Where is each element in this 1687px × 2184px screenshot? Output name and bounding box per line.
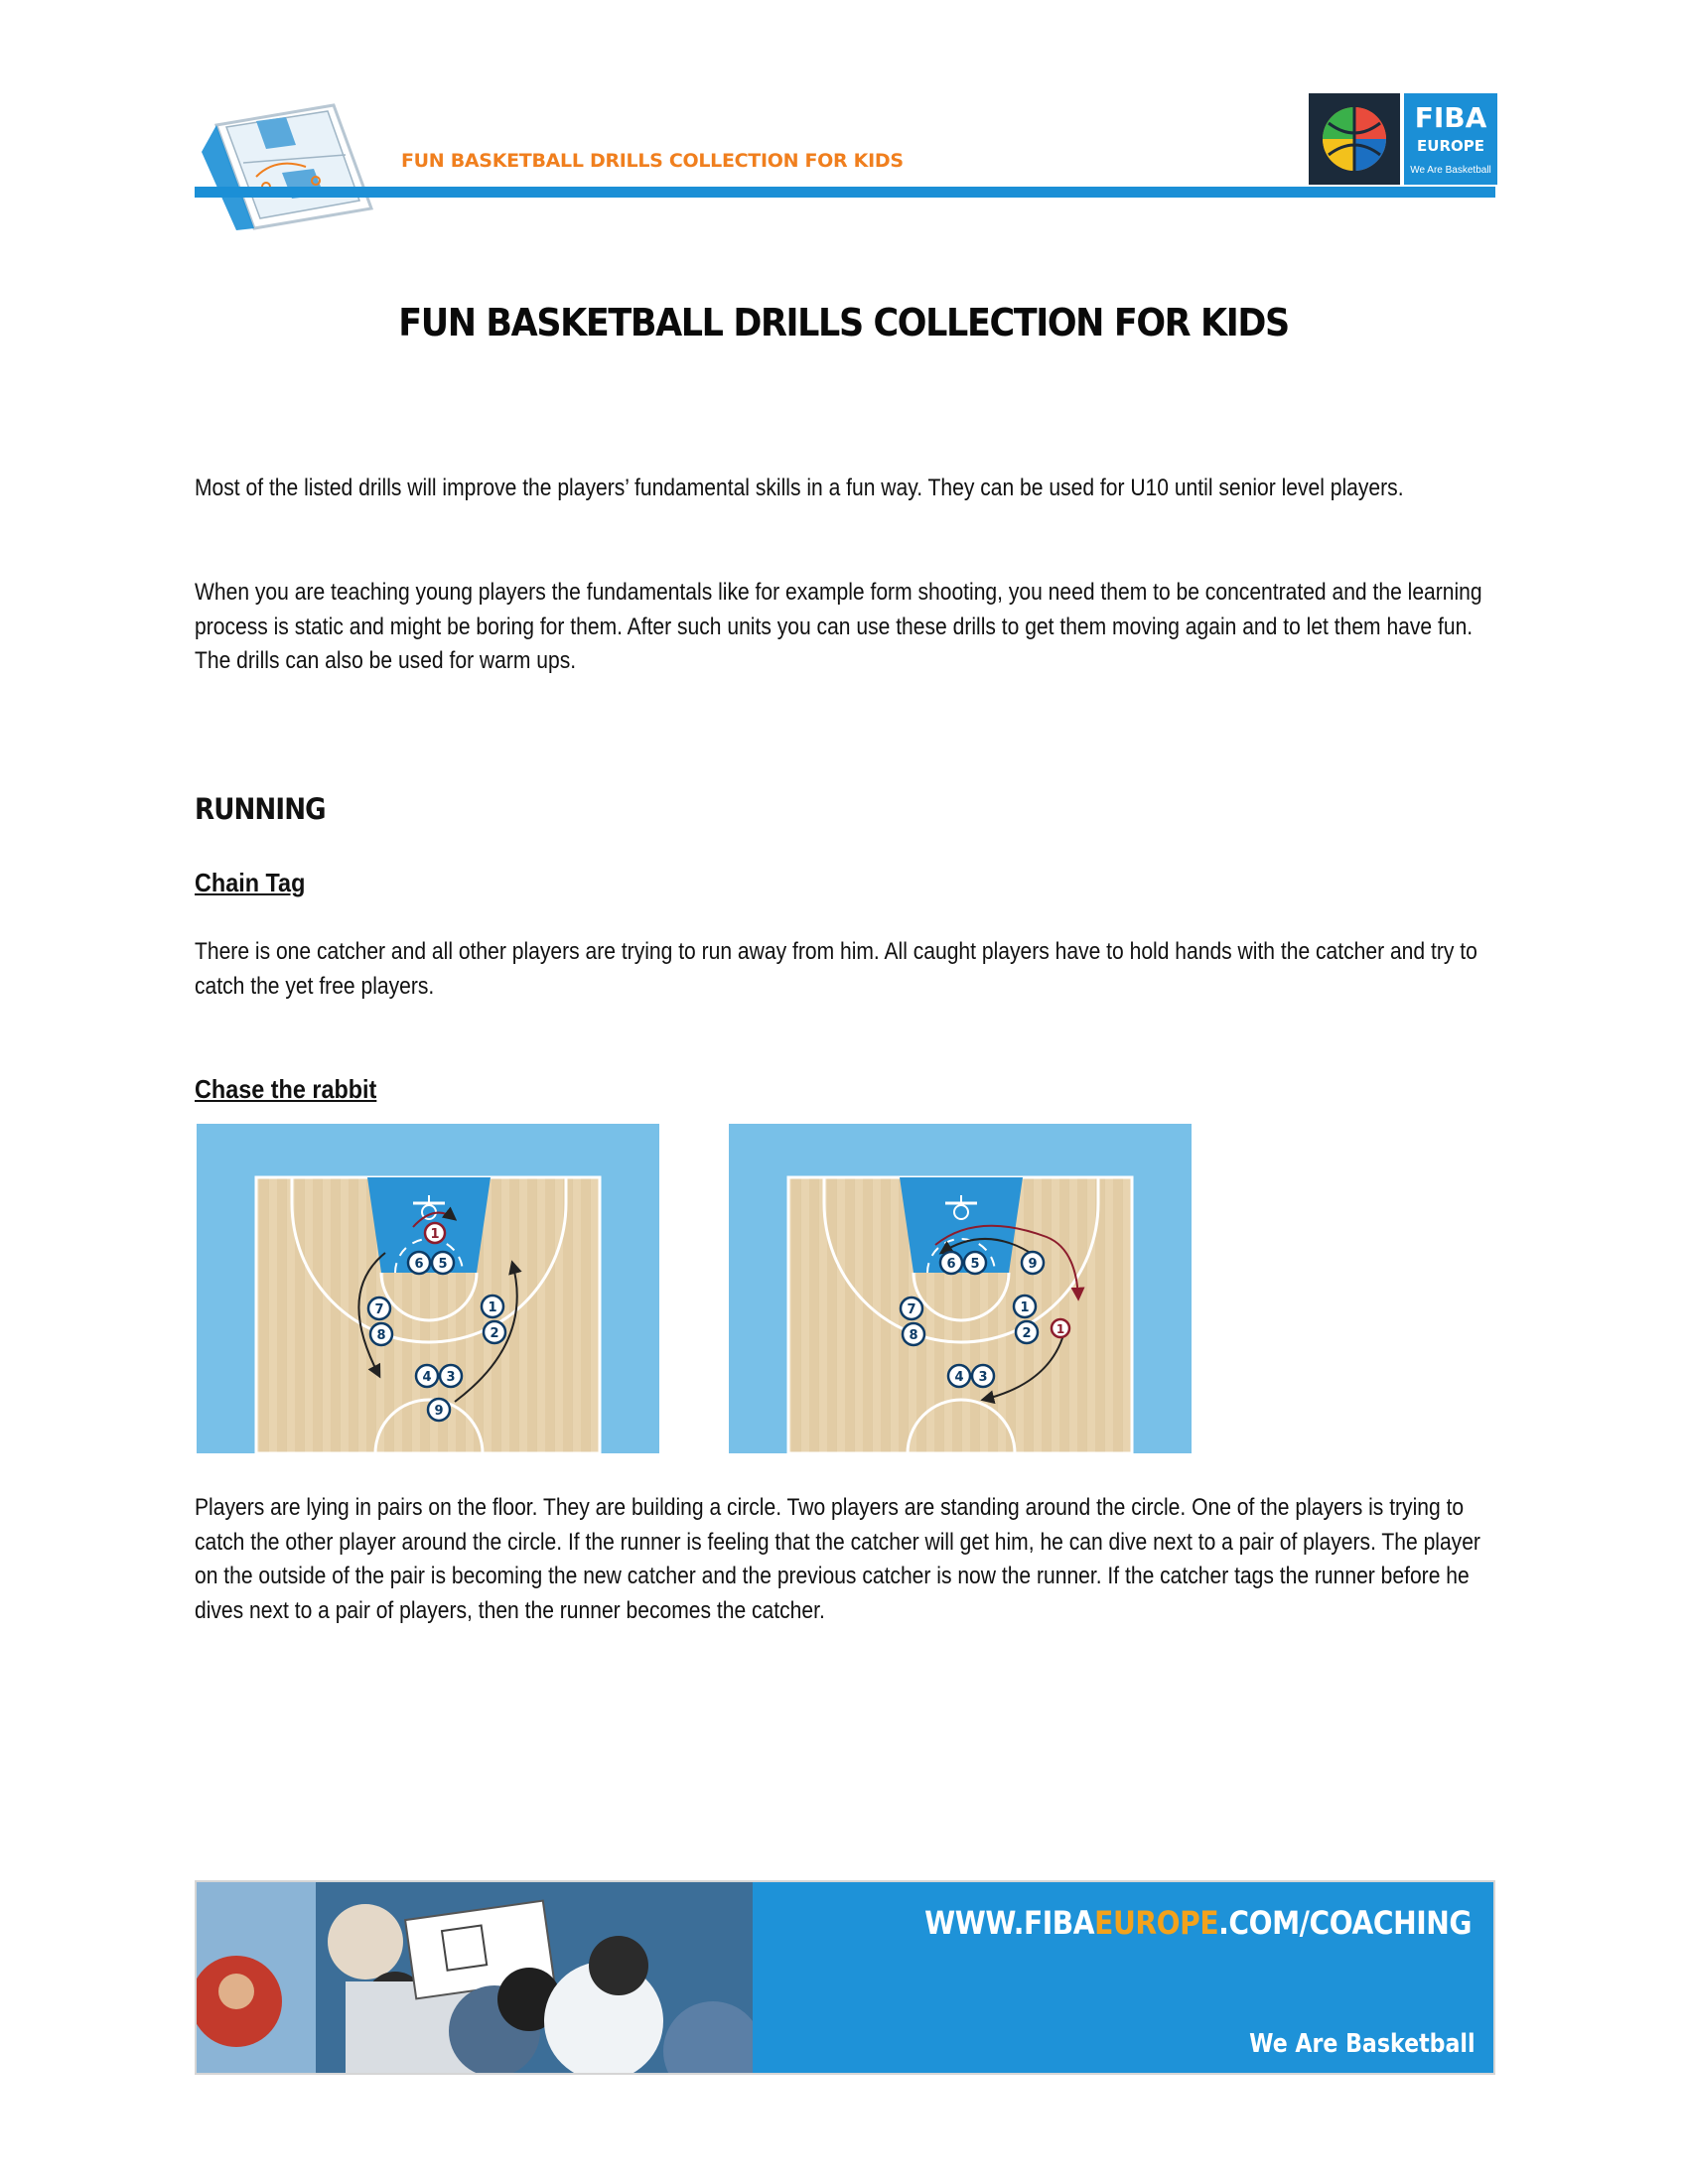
- footer-banner: [195, 1880, 1495, 2075]
- player-marker: 1: [488, 1300, 497, 1315]
- header-rule: [195, 187, 1495, 198]
- coaches-photo: [197, 1882, 832, 2075]
- player-marker: 7: [907, 1302, 916, 1317]
- player-marker: 3: [446, 1370, 456, 1385]
- url-suffix: .COM/COACHING: [1218, 1904, 1472, 1942]
- player-marker: 2: [490, 1326, 499, 1341]
- footer-coaching-link[interactable]: [924, 1904, 1472, 1942]
- logo-tagline: We Are Basketball: [1410, 165, 1491, 176]
- header-title: FUN BASKETBALL DRILLS COLLECTION FOR KIDS: [401, 150, 904, 172]
- drill-heading-chain-tag: Chain Tag: [195, 868, 306, 897]
- fiba-europe-logo: [1309, 93, 1497, 185]
- player-marker: 6: [946, 1257, 956, 1272]
- intro-paragraph: Most of the listed drills will improve the players’ fundamental skills in a fun way. They can be used for U10 until senior level players.: [195, 475, 1404, 501]
- logo-region: EUROPE: [1417, 137, 1484, 155]
- player-marker: 4: [954, 1370, 964, 1385]
- player-marker: 1: [430, 1227, 440, 1242]
- player-marker: 6: [414, 1257, 424, 1272]
- clipboard-court-icon: [197, 97, 415, 230]
- player-marker: 1: [1020, 1300, 1030, 1315]
- footer-tagline: We Are Basketball: [1249, 2029, 1476, 2059]
- drill-description-chase-the-rabbit: Players are lying in pairs on the floor. They are building a circle. Two players are standing around the circle. One of the players is trying to catch the other player around the circle. If the runner is feeling that the catcher will get him, he can dive next to a pair of players. The player on the outside of the pair is becoming the new catcher and the previous catcher is now the runner. If the catcher tags the runner before he dives next to a pair of players, then the runner becomes the catcher.: [195, 1494, 1480, 1624]
- player-marker: 5: [438, 1257, 448, 1272]
- player-marker: 4: [422, 1370, 432, 1385]
- player-marker: 2: [1022, 1326, 1032, 1341]
- document-title: FUN BASKETBALL DRILLS COLLECTION FOR KIDS: [398, 301, 1289, 344]
- player-marker: 5: [970, 1257, 980, 1272]
- drill-description-chain-tag: There is one catcher and all other players are trying to run away from him. All caught players have to hold hands with the catcher and try to catch the yet free players.: [195, 938, 1477, 1000]
- url-prefix: WWW.FIBA: [924, 1904, 1095, 1942]
- player-marker: 9: [434, 1404, 444, 1419]
- url-highlight: EUROPE: [1094, 1904, 1219, 1942]
- logo-name: FIBA: [1414, 101, 1487, 134]
- player-marker: 8: [909, 1328, 918, 1343]
- section-heading-running: RUNNING: [195, 792, 326, 826]
- drill-heading-chase-the-rabbit: Chase the rabbit: [195, 1074, 377, 1104]
- intro-paragraph: When you are teaching young players the fundamentals like for example form shooting, you need them to be concentrated and the learning process is static and might be boring for them. After such units you can use these drills to get them moving again and to let them have fun. The drills can also be used for warm ups.: [195, 579, 1482, 674]
- player-marker: 1: [1055, 1322, 1065, 1336]
- player-marker: 7: [374, 1302, 384, 1317]
- court-diagram-1: [197, 1124, 659, 1453]
- player-marker: 8: [376, 1328, 386, 1343]
- player-marker: 9: [1028, 1257, 1038, 1272]
- court-diagram-2: [729, 1124, 1192, 1453]
- player-marker: 3: [978, 1370, 988, 1385]
